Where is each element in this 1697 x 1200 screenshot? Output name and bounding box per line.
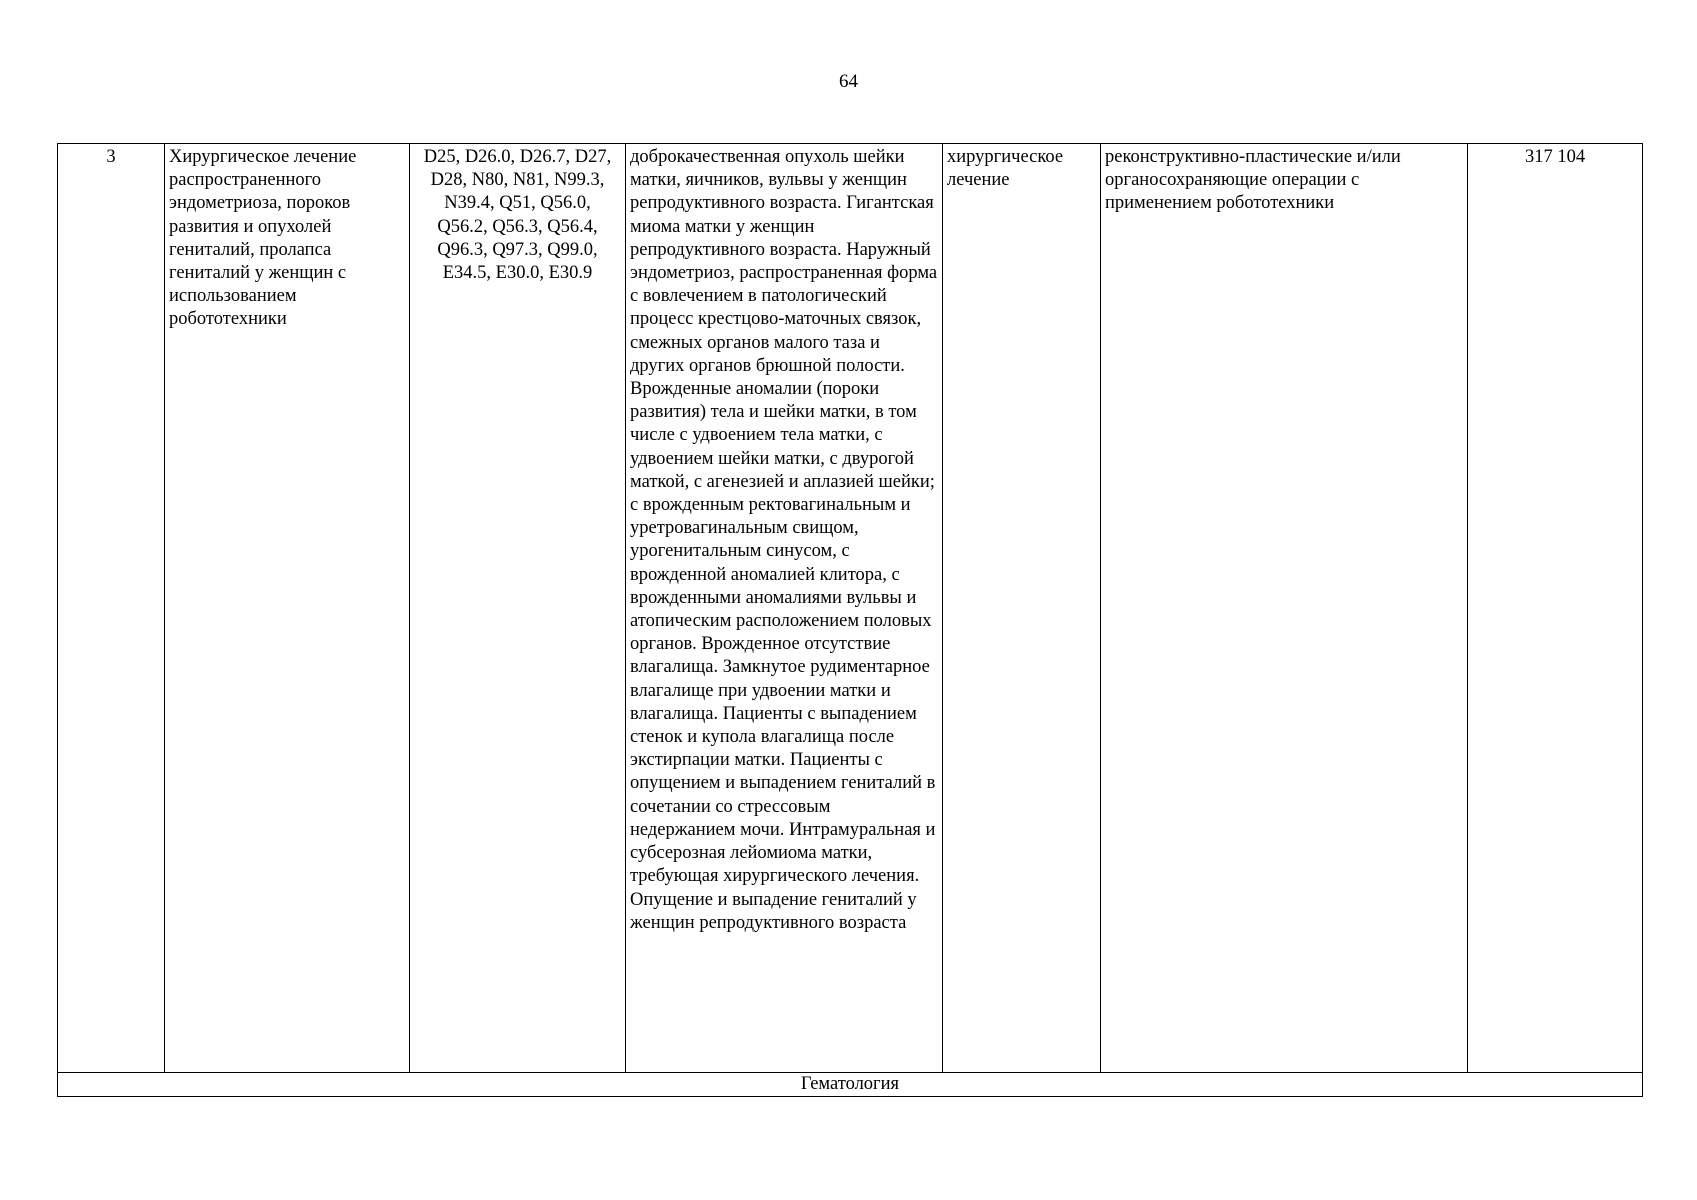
diagnosis-cell: доброкачественная опухоль шейки матки, яичников, вульвы у женщин репродуктивного возраста. Гигантская миома матки у женщин репродуктивного возраста. Наружный эндометриоз, распространенная форма с вовлечением в патологический процесс крестцово-маточных связок, смежных органов малого таза и других органов брюшной полости. Врожденные аномалии (пороки развития) тела и шейки матки, в том числе с удвоением тела матки, с удвоением шейки матки, с двурогой маткой, с агенезией и аплазией шейки; с врожденным ректовагинальным и уретровагинальным свищом, урогенитальным синусом, с врожденной аномалией клитора, с врожденными аномалиями вульвы и атопическим расположением половых органов. Врожденное отсутствие влагалища. Замкнутое рудиментарное влагалище при удвоении матки и влагалища. Пациенты с выпадением стенок и купола влагалища после экстирпации матки. Пациенты с опущением и выпадением гениталий в сочетании со стрессовым недержанием мочи. Интрамуральная и субсерозная лейомиома матки, требующая хирургического лечения. Опущение и выпадение гениталий у женщин репродуктивного возраста	[626, 144, 943, 1073]
icd-codes-line: N39.4, Q51, Q56.0,	[444, 193, 591, 214]
icd-codes-cell	[410, 144, 626, 1073]
section-header-row	[58, 1073, 1643, 1097]
treatment-type-cell: хирургическое лечение	[943, 144, 1101, 1073]
icd-codes-line: Q96.3, Q97.3, Q99.0,	[437, 239, 598, 260]
section-title: Гематология	[58, 1073, 1643, 1097]
treatment-method-cell: реконструктивно-пластические и/или органосохраняющие операции с применением робототехники	[1101, 144, 1468, 1073]
procedures-table	[57, 143, 1643, 1097]
procedure-name-cell: Хирургическое лечение распространенного эндометриоза, пороков развития и опухолей гениталий, пролапса гениталий у женщин с использованием робототехники	[165, 144, 410, 1073]
page-number: 64	[839, 71, 858, 92]
row-number-cell: 3	[58, 144, 165, 1073]
icd-codes-line: D25, D26.0, D26.7, D27,	[423, 147, 612, 167]
table-row	[58, 144, 1643, 1073]
icd-codes-line: D28, N80, N81, N99.3,	[430, 170, 605, 191]
icd-codes-line: E34.5, E30.0, E30.9	[442, 263, 593, 284]
icd-codes-line: Q56.2, Q56.3, Q56.4,	[437, 216, 598, 237]
price-cell: 317 104	[1468, 144, 1643, 1073]
